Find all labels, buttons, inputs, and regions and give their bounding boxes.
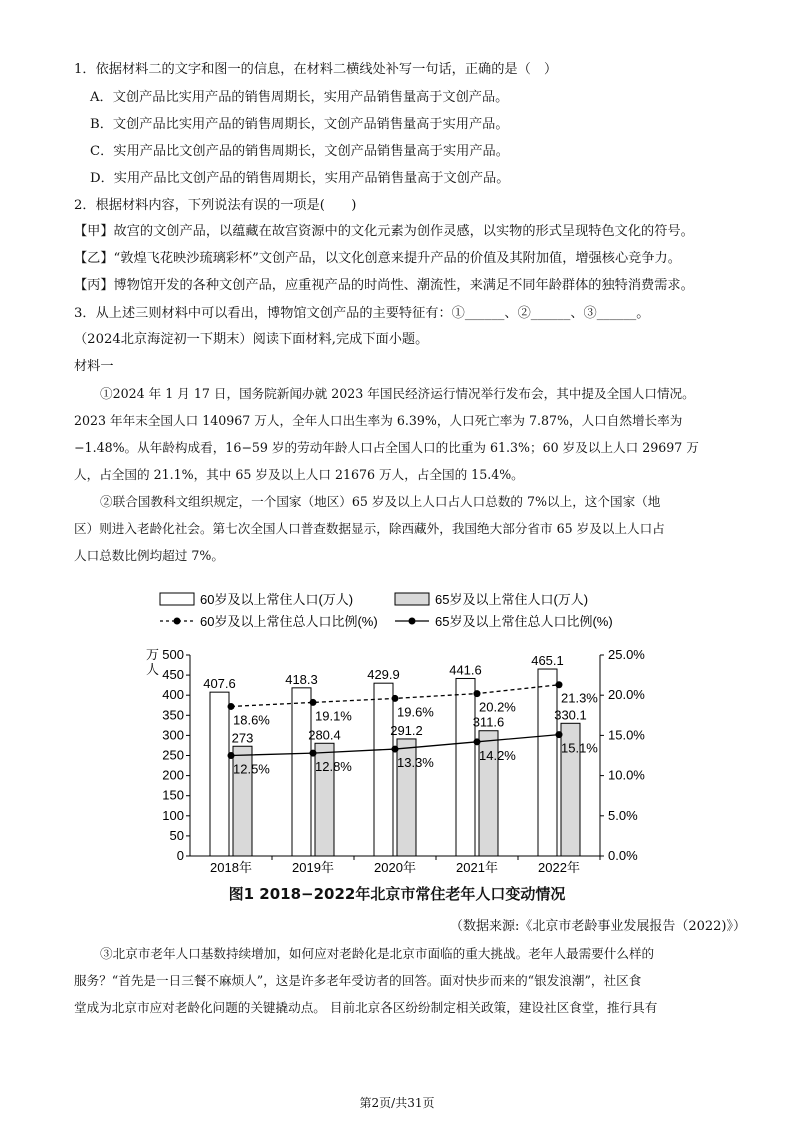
- q2-item-bing: 【丙】博物馆开发的各种文创产品，应重视产品的时尚性、潮流性，来满足不同年龄群体的独特消费需求。: [74, 278, 694, 293]
- point-label-s1-4: 21.3%: [561, 690, 598, 706]
- y-tick-label-8: 400: [162, 687, 184, 703]
- material-title: 材料一: [74, 359, 114, 374]
- page-footer: 第2页/共31页: [359, 1096, 435, 1110]
- y2-tick-label-2: 10.0%: [608, 767, 645, 783]
- para2-line-1: ②联合国教科文组织规定，一个国家（地区）65 岁及以上人口占人口总数的 7%以上，这个国家（地: [100, 494, 661, 509]
- q1-option-d: D．实用产品比文创产品的销售周期长，实用产品销售量高于文创产品。: [90, 171, 510, 186]
- para1-line-3: −1.48%。从年龄构成看，16−59 岁的劳动年龄人口占全国人口的比重为 61.3%；60 岁及以上人口 29697 万: [74, 440, 699, 455]
- para3-line-3: 堂成为北京市应对老龄化问题的关键撬动点。 目前北京各区纷纷制定相关政策，建设社区食堂，推行具有: [74, 1000, 658, 1015]
- point-s2-1: [310, 750, 317, 757]
- bar-s1-4: [538, 669, 557, 856]
- para3-line-2: 服务？“首先是一日三餐不麻烦人”，这是许多老年受访者的回答。面对快步而来的“银发浪潮”，社区食: [74, 973, 642, 988]
- y-tick-label-5: 250: [162, 747, 184, 763]
- point-label-s2-0: 12.5%: [233, 761, 270, 777]
- para1-line-2: 2023 年年末全国人口 140967 万人，全年人口出生率为 6.39%，人口死亡率为 7.87%，人口自然增长率为: [74, 413, 683, 428]
- legend-label-4: 65岁及以上常住总人口比例(%): [435, 614, 613, 629]
- x-tick-label-4: 2022年: [538, 860, 580, 875]
- y-tick-label-7: 350: [162, 707, 184, 723]
- point-label-s1-0: 18.6%: [233, 712, 270, 728]
- q1-stem: 1．依据材料二的文字和图一的信息，在材料二横线处补写一句话，正确的是（ ）: [74, 62, 558, 77]
- y-tick-label-9: 450: [162, 667, 184, 683]
- y-tick-label-10: 500: [162, 647, 184, 662]
- q2-item-jia: 【甲】故宫的文创产品，以蕴藏在故宫资源中的文化元素为创作灵感，以实物的形式呈现特色文化的符号。: [74, 224, 694, 239]
- bar-label-s2-2: 291.2: [390, 722, 423, 738]
- bar-label-s1-0: 407.6: [203, 676, 236, 692]
- y-tick-label-6: 300: [162, 727, 184, 743]
- q1-option-b: B．文创产品比实用产品的销售周期长，文创产品销售量高于实用产品。: [90, 117, 509, 132]
- bar-label-s1-4: 465.1: [531, 653, 564, 669]
- population-chart: [130, 585, 670, 915]
- legend-swatch-1: [160, 593, 194, 605]
- q1-option-a: A．文创产品比实用产品的销售周期长，实用产品销售量高于文创产品。: [90, 90, 509, 105]
- point-label-s2-3: 14.2%: [479, 747, 516, 763]
- bar-label-s2-1: 280.4: [308, 727, 341, 743]
- x-tick-label-0: 2018年: [210, 860, 252, 875]
- point-s1-4: [556, 681, 563, 688]
- x-tick-label-2: 2020年: [374, 860, 416, 875]
- x-tick-label-3: 2021年: [456, 860, 498, 875]
- para1-line-1: ①2024 年 1 月 17 日，国务院新闻办就 2023 年国民经济运行情况举行发布会，其中提及全国人口情况。: [100, 386, 695, 401]
- point-s2-0: [228, 752, 235, 759]
- para2-line-2: 区）则进入老龄化社会。第七次全国人口普查数据显示，除西藏外，我国绝大部分省市 65 岁及以上人口占: [74, 521, 665, 536]
- point-label-s2-1: 12.8%: [315, 759, 352, 775]
- para3-line-1: ③北京市老年人口基数持续增加，如何应对老龄化是北京市面临的重大挑战。老年人最需要什么样的: [100, 946, 655, 961]
- legend-swatch-2: [395, 593, 429, 605]
- point-label-s1-3: 20.2%: [479, 699, 516, 715]
- bar-label-s1-3: 441.6: [449, 662, 482, 678]
- y2-tick-label-3: 15.0%: [608, 727, 645, 743]
- bar-label-s2-0: 273: [231, 730, 254, 746]
- legend-label-1: 60岁及以上常住人口(万人): [200, 592, 354, 607]
- q1-option-c: C．实用产品比文创产品的销售周期长，文创产品销售量高于实用产品。: [90, 144, 509, 159]
- para2-line-3: 人口总数比例均超过 7%。: [74, 548, 224, 563]
- point-s1-0: [228, 703, 235, 710]
- point-s2-2: [392, 746, 399, 753]
- para1-line-4: 人，占全国的 21.1%，其中 65 岁及以上人口 21676 万人，占全国的 15.4%。: [74, 467, 524, 482]
- bar-label-s1-2: 429.9: [367, 667, 400, 683]
- bar-label-s1-1: 418.3: [285, 671, 318, 687]
- y-tick-label-4: 200: [162, 767, 184, 783]
- bar-s1-3: [456, 678, 475, 856]
- point-s2-3: [474, 738, 481, 745]
- y-unit-label-2: 人: [146, 662, 160, 677]
- chart-caption: 图1 2018−2022年北京市常住老年人口变动情况: [228, 885, 566, 903]
- point-label-s1-1: 19.1%: [315, 708, 352, 724]
- y-tick-label-1: 50: [169, 827, 184, 843]
- y-tick-label-0: 0: [176, 848, 184, 863]
- point-label-s2-4: 15.1%: [561, 740, 598, 756]
- point-s1-2: [392, 695, 399, 702]
- y2-tick-label-5: 25.0%: [608, 647, 645, 662]
- q2-stem: 2．根据材料内容，下列说法有误的一项是( ): [74, 198, 357, 213]
- y-unit-label-1: 万: [146, 647, 160, 662]
- bar-s1-0: [210, 692, 229, 856]
- legend-marker-3: [174, 618, 181, 625]
- bar-label-s2-3: 311.6: [472, 714, 505, 730]
- source-line: （2024北京海淀初一下期末）阅读下面材料,完成下面小题。: [74, 332, 429, 347]
- q3-stem: 3．从上述三则材料中可以看出，博物馆文创产品的主要特征有：①______、②______、③______。: [74, 306, 650, 321]
- point-s2-4: [556, 731, 563, 738]
- legend-marker-4: [409, 618, 416, 625]
- legend-label-3: 60岁及以上常住总人口比例(%): [200, 614, 378, 629]
- point-label-s1-2: 19.6%: [397, 704, 434, 720]
- bar-s1-2: [374, 683, 393, 856]
- point-label-s2-2: 13.3%: [397, 755, 434, 771]
- x-tick-label-1: 2019年: [292, 860, 334, 875]
- y-tick-label-3: 150: [162, 787, 184, 803]
- legend-label-2: 65岁及以上常住人口(万人): [435, 592, 589, 607]
- data-source: （数据来源:《北京市老龄事业发展报告（2022)》）: [449, 919, 746, 934]
- q2-item-yi: 【乙】“敦煌飞花映沙琉璃彩杯”文创产品，以文化创意来提升产品的价值及其附加值，增强核心竞争力。: [74, 251, 681, 266]
- bar-s1-1: [292, 688, 311, 856]
- point-s1-1: [310, 699, 317, 706]
- y2-tick-label-0: 0.0%: [608, 848, 638, 863]
- y-tick-label-2: 100: [162, 807, 184, 823]
- point-s1-3: [474, 690, 481, 697]
- bar-label-s2-4: 330.1: [554, 707, 587, 723]
- y2-tick-label-4: 20.0%: [608, 687, 645, 703]
- y2-tick-label-1: 5.0%: [608, 807, 638, 823]
